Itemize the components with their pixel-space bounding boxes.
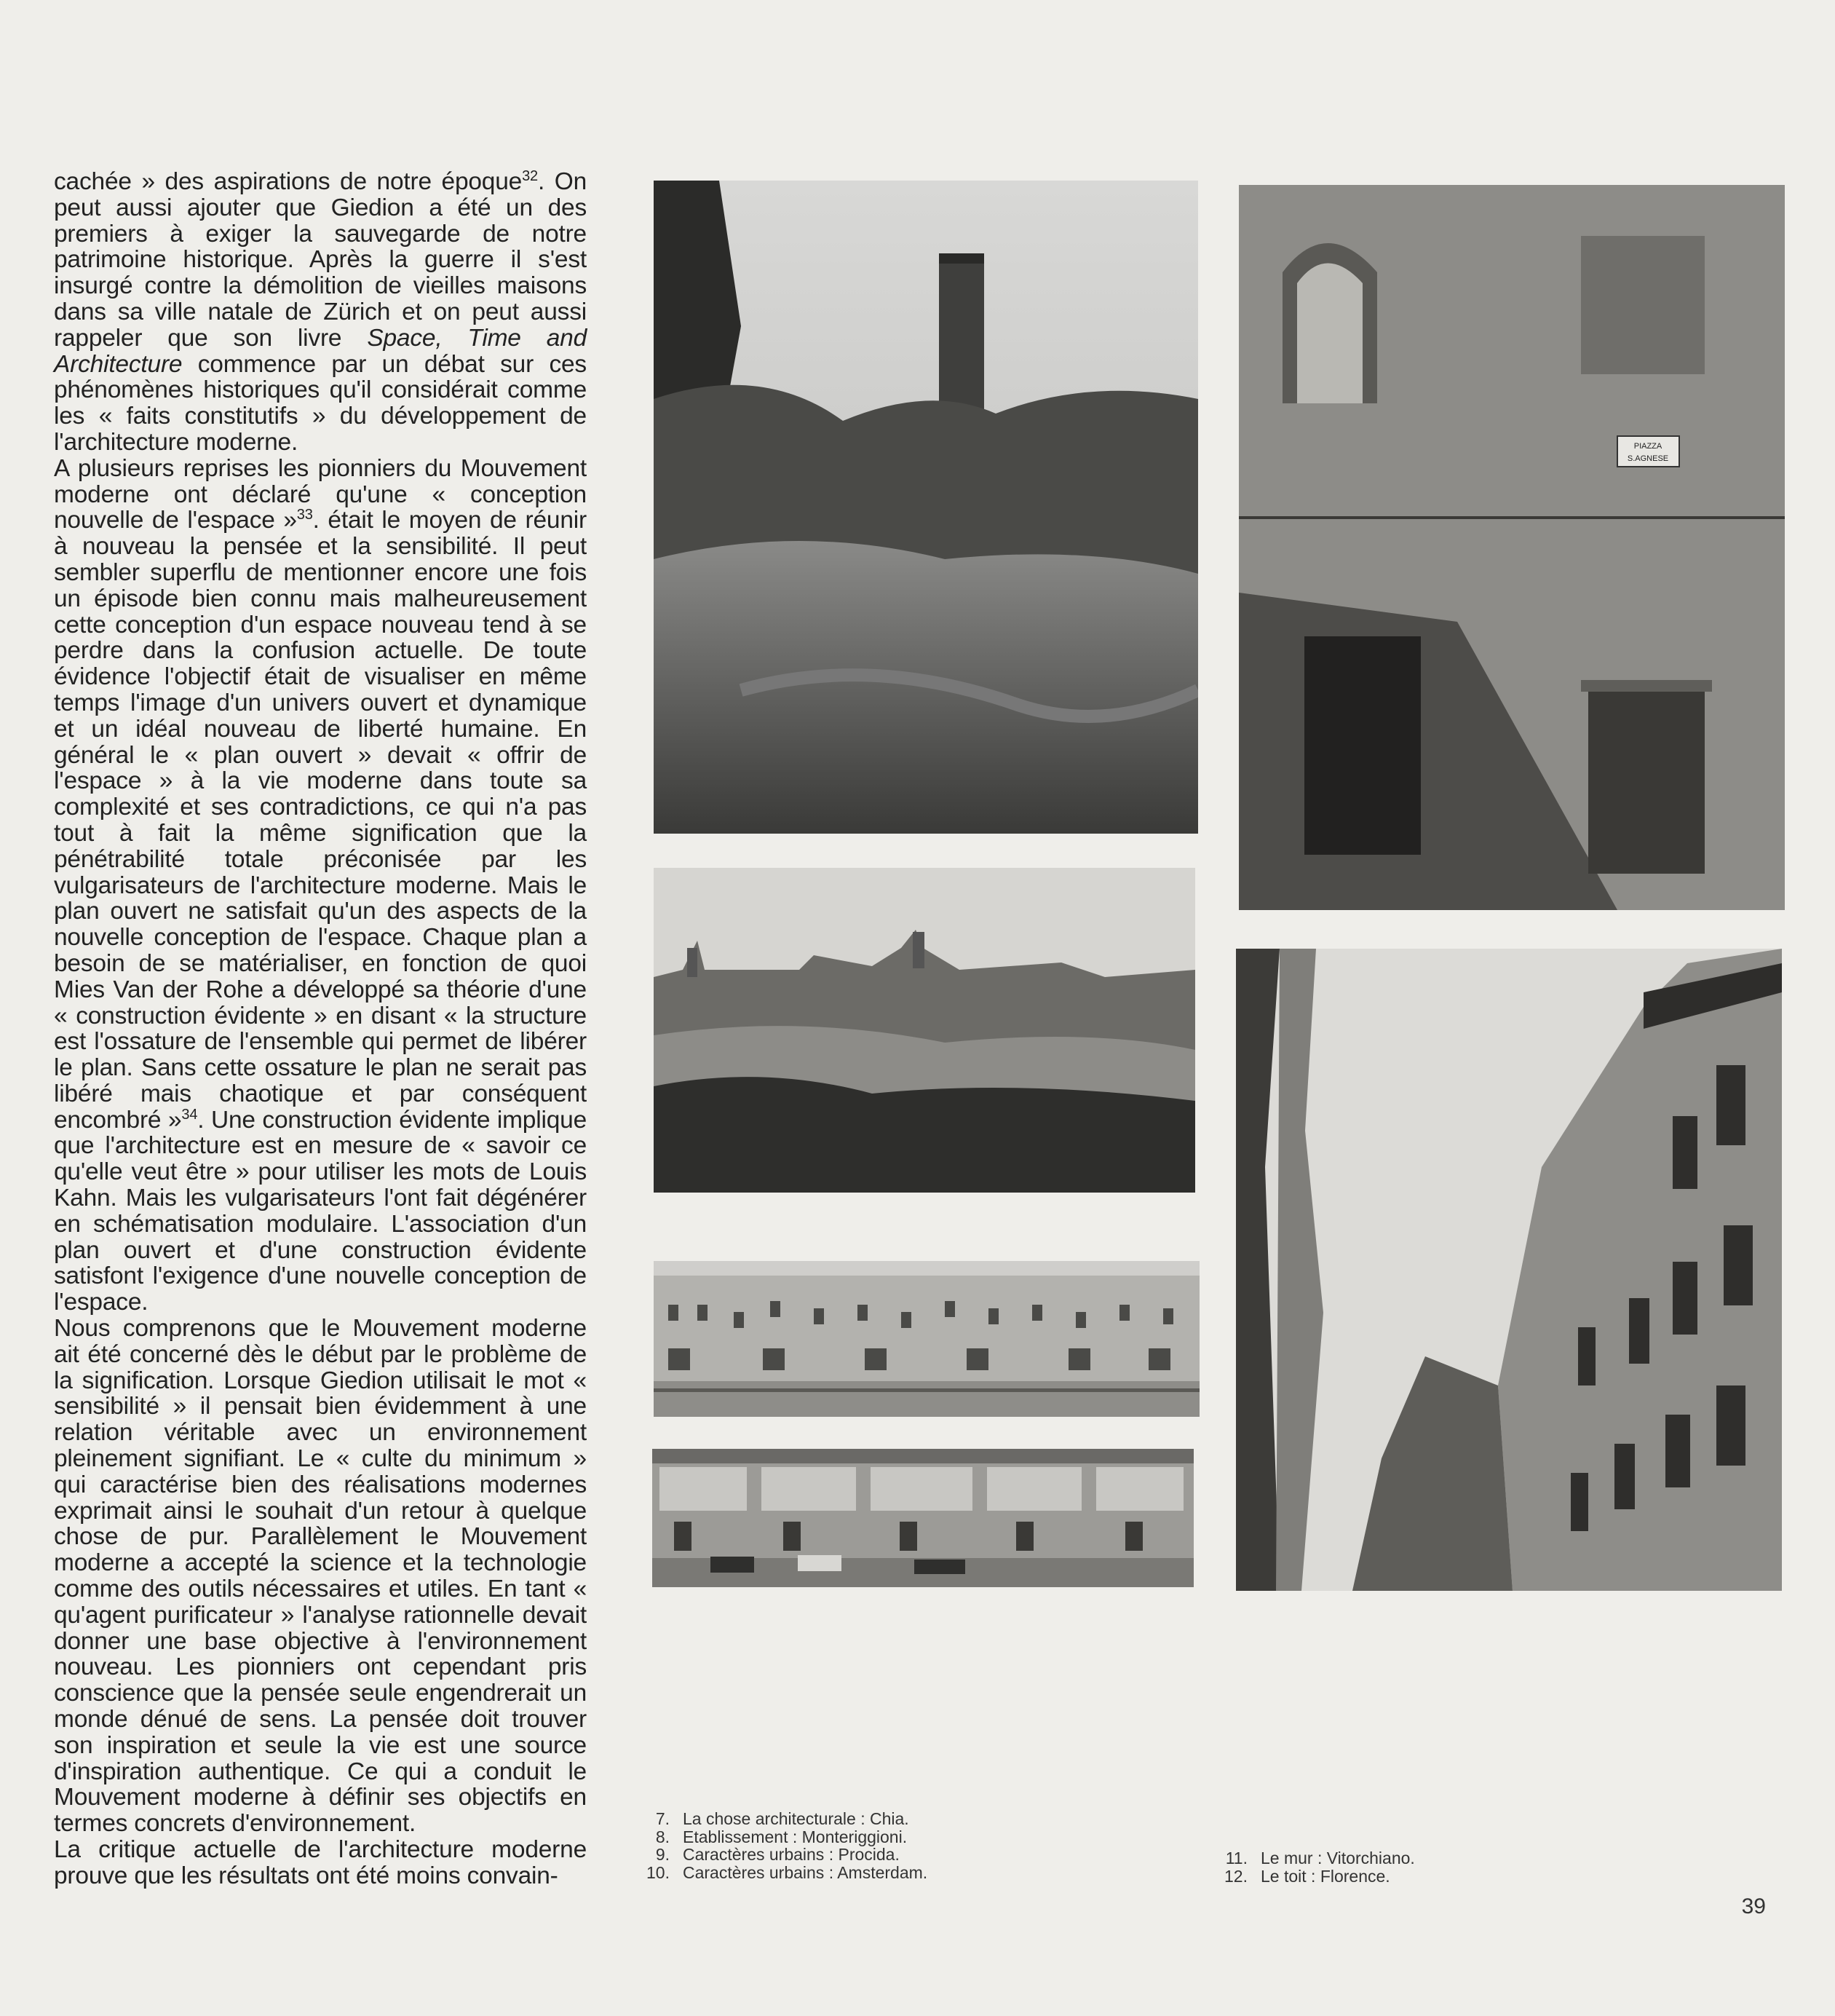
photo-monteriggioni xyxy=(654,868,1195,1193)
caption-text: La chose architecturale : Chia. xyxy=(683,1809,909,1828)
p1-text-a: cachée » des aspirations de notre époque xyxy=(54,168,523,195)
caption-number: 8. xyxy=(655,1827,670,1846)
photo-florence-roof xyxy=(1236,949,1782,1591)
p2-text-c: . Une construction évidente implique que l'architecture est en mesure de « savoir ce qu'elle veut être » pour utiliser les mots de Louis Kahn. Mais les vulgarisateurs l'ont fait dégénérer en schématisation modulaire. L'association d'un plan ouvert et d'une construction évidente satisfont l'exigence d'une nouvelle conception de l'espace. xyxy=(54,1106,587,1316)
p1-text-c: commence par un débat sur ces phénomènes historiques qu'il considérait comme les « faits constitutifs » du développement de l'architecture moderne. xyxy=(54,350,587,456)
caption-text: Le mur : Vitorchiano. xyxy=(1261,1849,1415,1867)
paragraph-1 xyxy=(54,169,587,456)
page-number: 39 xyxy=(1741,1894,1766,1918)
book-title: Space, Time and Architecture xyxy=(54,324,587,378)
caption-number: 7. xyxy=(655,1809,670,1828)
caption-number: 10. xyxy=(646,1862,670,1882)
captions-left xyxy=(639,1810,927,1881)
caption-text: Le toit : Florence. xyxy=(1261,1866,1390,1886)
captions-right xyxy=(1217,1849,1415,1885)
caption-9 xyxy=(639,1846,927,1864)
photo-amsterdam xyxy=(652,1449,1194,1587)
caption-number: 11. xyxy=(1225,1849,1248,1867)
sign-sagnese-text: S.AGNESE xyxy=(1627,454,1669,463)
footnote-ref-33: 33 xyxy=(296,507,313,523)
photo-chia-tower xyxy=(654,181,1198,834)
p1-text-b: . On peut aussi ajouter que Giedion a été un des premiers à exiger la sauvegarde de notre patrimoine historique. Après la guerre il s'est insurgé contre la démolition de vieilles maisons dans sa ville natale de Zürich et on peut aussi rappeler que son livre xyxy=(54,168,587,352)
paragraph-3: Nous comprenons que le Mouvement moderne ait été concerné dès le début par le problème de la signification. Lorsque Giedion utilisait le mot « sensibilité » il pensait bien évidemment à une relation véritable avec un environnement pleinement signifiant. Le « culte du minimum » qui caractérise bien des réalisations modernes exprimait ainsi le souhait d'un retour à quelque chose de pur. Parallèlement le Mouvement moderne a accepté la science et la technologie comme des outils nécessaires et utiles. En tant « qu'agent purificateur » l'analyse rationnelle devait donner une base objective à l'environnement nouveau. Les pionniers ont cependant pris conscience que la pensée seule engendrerait un monde dénué de sens. La pensée doit trouver son inspiration et seule la vie est une source d'inspiration authentique. Ce qui a conduit le Mouvement moderne à définir ses objectifs en termes concrets d'environnement. xyxy=(54,1315,587,1838)
caption-8 xyxy=(639,1828,927,1846)
caption-10 xyxy=(639,1864,927,1882)
p2-text-a: A plusieurs reprises les pionniers du Mouvement moderne ont déclaré qu'une « conception nouvelle de l'espace » xyxy=(54,454,587,534)
sign-piazza-text: PIAZZA xyxy=(1633,442,1662,451)
caption-number: 12. xyxy=(1224,1866,1248,1886)
caption-12 xyxy=(1217,1867,1415,1886)
photo-vitorchiano-wall xyxy=(1239,185,1785,910)
caption-number: 9. xyxy=(655,1845,670,1864)
caption-text: Etablissement : Monteriggioni. xyxy=(683,1827,908,1846)
photo-procida xyxy=(654,1261,1200,1417)
caption-text: Caractères urbains : Amsterdam. xyxy=(683,1862,928,1882)
footnote-ref-34: 34 xyxy=(181,1106,198,1123)
paragraph-2 xyxy=(54,456,587,1316)
caption-7 xyxy=(639,1810,927,1828)
paragraph-4: La critique actuelle de l'architecture moderne prouve que les résultats ont été moins convain- xyxy=(54,1836,587,1889)
p2-text-b: . était le moyen de réunir à nouveau la pensée et la sensibilité. Il peut sembler superflu de mentionner encore une fois un épisode bien connu mais malheureusement cette conception d'un espace nouveau tend à se perdre dans la confusion actuelle. De toute évidence l'objectif était de visualiser en même temps l'image d'un univers ouvert et dynamique et un idéal nouveau de liberté humaine. En général le « plan ouvert » devait « offrir de l'espace » à la vie moderne dans toute sa complexité et ses contradictions, ce qui n'a pas tout à fait la même signification que la pénétrabilité totale préconisée par les vulgarisateurs de l'architecture moderne. Mais le plan ouvert ne satisfait qu'un des aspects de la nouvelle conception de l'espace. Chaque plan a besoin de se matérialiser, en fonction de quoi Mies Van der Rohe a développé sa théorie d'une « construction évidente » en disant « la structure est l'ossature de l'ensemble qui permet de libérer le plan. Sans cette ossature le plan ne serait pas libéré mais chaotique et par conséquent encombré » xyxy=(54,507,587,1134)
caption-11 xyxy=(1217,1849,1415,1867)
footnote-ref-32: 32 xyxy=(522,167,538,184)
caption-text: Caractères urbains : Procida. xyxy=(683,1845,900,1864)
body-text-column xyxy=(54,169,587,1889)
